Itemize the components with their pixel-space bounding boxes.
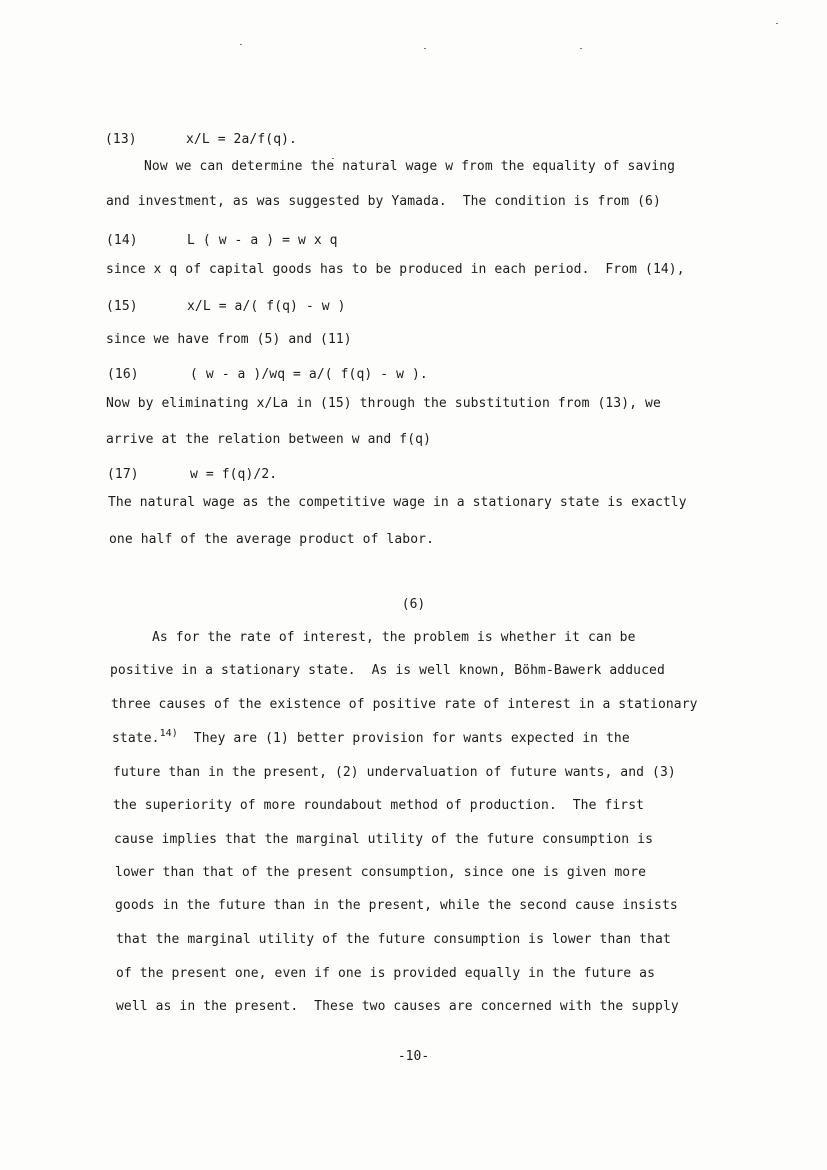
section-heading: (6) (401, 597, 426, 612)
equation-number: (13) (105, 132, 137, 147)
paragraph-line: and investment, as was suggested by Yamada. The condition is from (6) (106, 194, 661, 209)
paragraph-line: future than in the present, (2) undervaluation of future wants, and (3) (113, 765, 676, 780)
equation-16 (107, 367, 507, 383)
paragraph-text: state. (112, 731, 160, 746)
equation-expression: w = f(q)/2. (190, 467, 278, 482)
paragraph-line: positive in a stationary state. As is well known, Böhm-Bawerk adduced (110, 663, 665, 678)
equation-number: (15) (106, 299, 138, 314)
paragraph-line: since we have from (5) and (11) (106, 332, 352, 347)
equation-14 (106, 233, 506, 249)
paragraph-line: cause implies that the marginal utility of the future consumption is (114, 832, 654, 847)
paragraph-text: They are (1) better provision for wants expected in the (177, 731, 630, 746)
paragraph-line: one half of the average product of labor. (109, 532, 434, 547)
equation-expression: ( w - a )/wq = a/( f(q) - w ). (190, 367, 428, 382)
paragraph-line: As for the rate of interest, the problem is whether it can be (152, 630, 636, 645)
page-number: -10- (397, 1049, 430, 1064)
paragraph-line: The natural wage as the competitive wage in a stationary state is exactly (108, 495, 687, 510)
paragraph-line: three causes of the existence of positive rate of interest in a stationary (111, 697, 698, 712)
paragraph-line: goods in the future than in the present, while the second cause insists (115, 898, 678, 913)
paragraph-line: Now we can determine the natural wage w from the equality of saving (144, 159, 676, 174)
paragraph-line: of the present one, even if one is provided equally in the future as (116, 966, 656, 981)
equation-15 (106, 299, 506, 315)
paragraph-line: well as in the present. These two causes are concerned with the supply (116, 999, 679, 1014)
paragraph-line: Now by eliminating x/La in (15) through the substitution from (13), we (106, 396, 661, 411)
equation-number: (17) (107, 467, 139, 482)
footnote-marker: 14) (159, 728, 178, 739)
equation-expression: L ( w - a ) = w x q (187, 233, 338, 248)
paragraph-line: arrive at the relation between w and f(q) (106, 432, 431, 447)
paragraph-line: the superiority of more roundabout method of production. The first (113, 798, 645, 813)
equation-number: (14) (106, 233, 138, 248)
paragraph-line-with-footnote (112, 728, 630, 747)
equation-expression: x/L = a/( f(q) - w ) (187, 299, 346, 314)
equation-13 (105, 132, 505, 148)
paragraph-line: lower than that of the present consumption, since one is given more (115, 865, 647, 880)
paragraph-line: that the marginal utility of the future consumption is lower than that (116, 932, 671, 947)
paragraph-line: since x q of capital goods has to be produced in each period. From (14), (106, 262, 685, 277)
equation-expression: x/L = 2a/f(q). (186, 132, 297, 147)
equation-17 (107, 467, 507, 483)
equation-number: (16) (107, 367, 139, 382)
